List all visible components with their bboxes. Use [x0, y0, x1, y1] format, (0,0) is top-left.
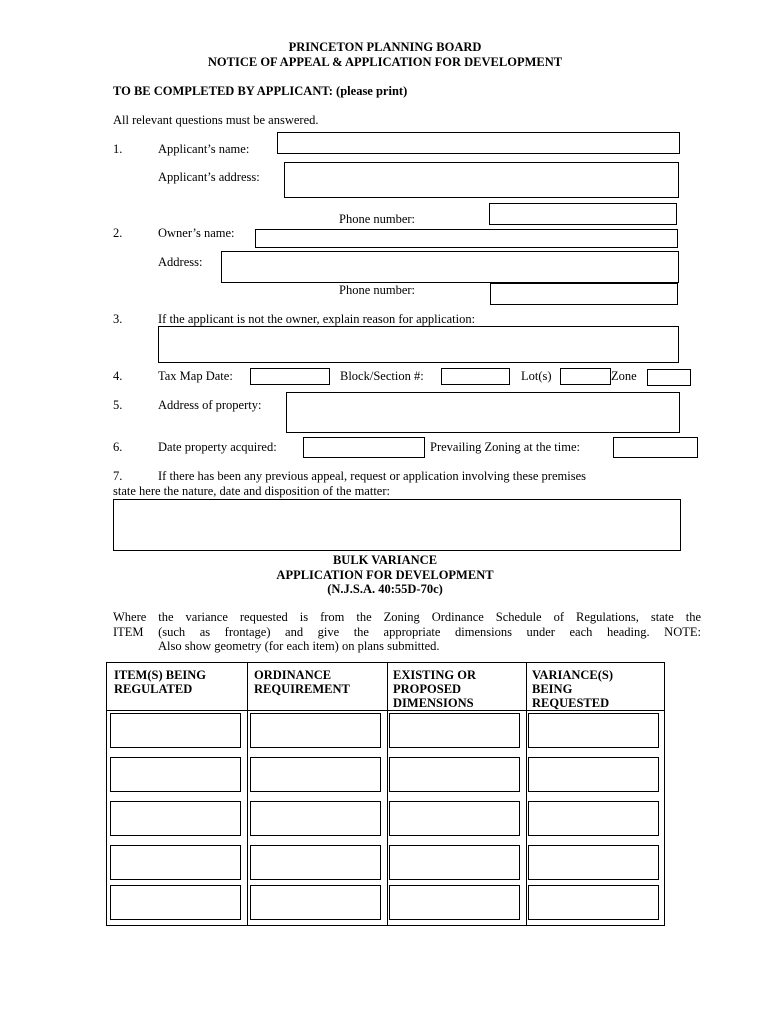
- tax-map-date-field[interactable]: [250, 368, 330, 385]
- existing-field[interactable]: [389, 801, 520, 836]
- prevailing-zoning-label: Prevailing Zoning at the time:: [430, 440, 580, 454]
- q7-number: 7.: [113, 469, 123, 483]
- q7-text-line1: If there has been any previous appeal, request or application involving these premises: [158, 469, 586, 483]
- owner-address-label: Address:: [158, 255, 203, 269]
- variance-field[interactable]: [528, 713, 659, 748]
- instruction-note: All relevant questions must be answered.: [113, 113, 319, 127]
- header-divider: [107, 710, 664, 711]
- existing-field[interactable]: [389, 845, 520, 880]
- date-acquired-label: Date property acquired:: [158, 440, 277, 454]
- previous-appeal-field[interactable]: [113, 499, 681, 551]
- item-field[interactable]: [110, 845, 241, 880]
- existing-field[interactable]: [389, 885, 520, 920]
- q6-number: 6.: [113, 440, 123, 454]
- applicant-name-label: Applicant’s name:: [158, 142, 250, 156]
- column-divider: [526, 663, 527, 925]
- block-section-field[interactable]: [441, 368, 510, 385]
- variance-field[interactable]: [528, 757, 659, 792]
- reason-label: If the applicant is not the owner, explain reason for application:: [158, 312, 476, 326]
- form-subtitle: NOTICE OF APPEAL & APPLICATION FOR DEVELOPMENT: [207, 55, 563, 69]
- owner-name-label: Owner’s name:: [158, 226, 235, 240]
- date-acquired-field[interactable]: [303, 437, 425, 458]
- lots-field[interactable]: [560, 368, 611, 385]
- tax-map-date-label: Tax Map Date:: [158, 369, 233, 383]
- ordinance-field[interactable]: [250, 885, 381, 920]
- applicant-phone-label: Phone number:: [339, 212, 416, 226]
- bulk-variance-title: BULK VARIANCE: [332, 553, 438, 567]
- header-variances-requested: VARIANCE(S) BEING REQUESTED: [532, 668, 614, 710]
- property-address-field[interactable]: [286, 392, 680, 433]
- variance-field[interactable]: [528, 845, 659, 880]
- header-items-regulated: ITEM(S) BEING REGULATED: [114, 668, 207, 696]
- reason-field[interactable]: [158, 326, 679, 363]
- item-field[interactable]: [110, 801, 241, 836]
- column-divider: [247, 663, 248, 925]
- variance-table: [106, 662, 665, 926]
- ordinance-field[interactable]: [250, 801, 381, 836]
- instructions-line1: Where the variance requested is from the Zoning Ordinance Schedule of Regulations, state the: [113, 610, 701, 624]
- q5-number: 5.: [113, 398, 123, 412]
- applicant-address-label: Applicant’s address:: [158, 170, 260, 184]
- q1-number: 1.: [113, 142, 123, 156]
- owner-name-field[interactable]: [255, 229, 678, 248]
- zone-label: Zone: [611, 369, 637, 383]
- ordinance-field[interactable]: [250, 757, 381, 792]
- q3-number: 3.: [113, 312, 123, 326]
- variance-field[interactable]: [528, 885, 659, 920]
- instructions-line2: ITEM (such as frontage) and give the appropriate dimensions under each heading. NOTE:: [113, 625, 701, 639]
- instruction-heading: TO BE COMPLETED BY APPLICANT: (please print): [113, 84, 408, 98]
- statute-reference: (N.J.S.A. 40:55D-70c): [327, 582, 443, 596]
- block-section-label: Block/Section #:: [340, 369, 424, 383]
- owner-phone-label: Phone number:: [339, 283, 416, 297]
- prevailing-zoning-field[interactable]: [613, 437, 698, 458]
- owner-address-field[interactable]: [221, 251, 679, 283]
- existing-field[interactable]: [389, 757, 520, 792]
- applicant-phone-field[interactable]: [489, 203, 677, 225]
- instructions-line3: Also show geometry (for each item) on plans submitted.: [158, 639, 440, 653]
- owner-phone-field[interactable]: [490, 283, 678, 305]
- property-address-label: Address of property:: [158, 398, 262, 412]
- header-existing-proposed: EXISTING OR PROPOSED DIMENSIONS: [393, 668, 477, 710]
- variance-field[interactable]: [528, 801, 659, 836]
- lots-label: Lot(s): [521, 369, 552, 383]
- column-divider: [387, 663, 388, 925]
- q7-text-line2: state here the nature, date and disposition of the matter:: [113, 484, 390, 498]
- existing-field[interactable]: [389, 713, 520, 748]
- item-field[interactable]: [110, 757, 241, 792]
- item-field[interactable]: [110, 885, 241, 920]
- item-field[interactable]: [110, 713, 241, 748]
- q4-number: 4.: [113, 369, 123, 383]
- applicant-name-field[interactable]: [277, 132, 680, 154]
- q2-number: 2.: [113, 226, 123, 240]
- ordinance-field[interactable]: [250, 713, 381, 748]
- application-title: APPLICATION FOR DEVELOPMENT: [276, 568, 494, 582]
- ordinance-field[interactable]: [250, 845, 381, 880]
- header-ordinance-requirement: ORDINANCE REQUIREMENT: [254, 668, 350, 696]
- zone-field[interactable]: [647, 369, 691, 386]
- form-title: PRINCETON PLANNING BOARD: [288, 40, 482, 54]
- applicant-address-field[interactable]: [284, 162, 679, 198]
